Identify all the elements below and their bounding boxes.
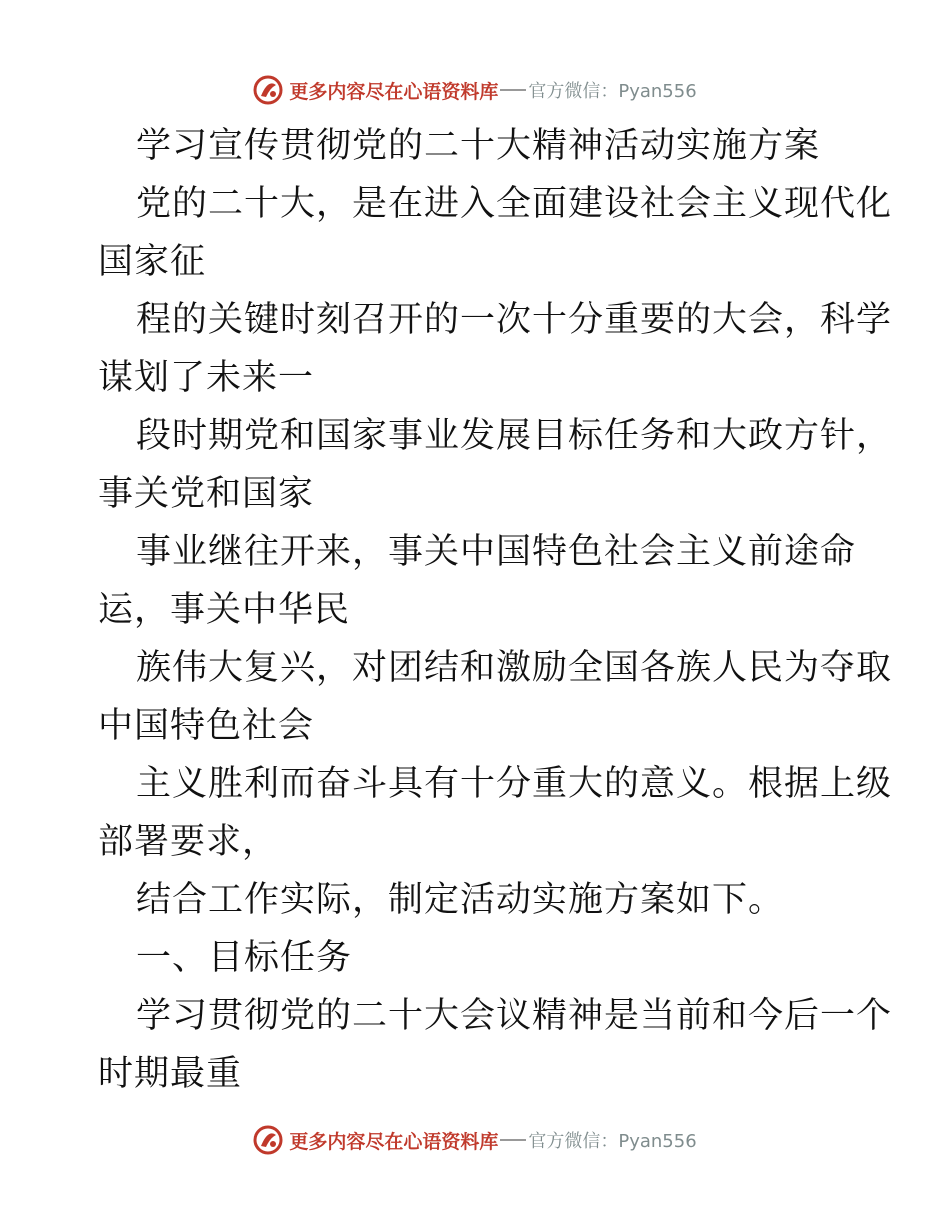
footer-dash — [500, 1139, 526, 1141]
doc-line: 中国特色社会 — [98, 706, 315, 746]
footer-banner — [0, 1120, 950, 1160]
doc-line: 运，事关中华民 — [98, 590, 351, 630]
header-brand: 更多内容尽在心语资料库 — [289, 80, 499, 103]
doc-line: 段时期党和国家事业发展目标任务和大政方针， — [136, 416, 893, 456]
section-heading: 一、目标任务 — [136, 938, 353, 978]
doc-line: 族伟大复兴，对团结和激励全国各族人民为夺取 — [136, 648, 893, 688]
doc-line: 主义胜利而奋斗具有十分重大的意义。根据上级 — [136, 764, 893, 804]
logo-icon — [253, 1125, 283, 1155]
doc-line: 事关党和国家 — [98, 474, 315, 514]
header-banner — [0, 70, 950, 110]
doc-line: 国家征 — [98, 242, 207, 282]
doc-line: 学习贯彻党的二十大会议精神是当前和今后一个 — [136, 996, 893, 1036]
doc-line: 党的二十大，是在进入全面建设社会主义现代化 — [136, 184, 893, 224]
doc-line: 谋划了未来一 — [98, 358, 315, 398]
header-dash — [500, 89, 526, 91]
doc-line: 程的关键时刻召开的一次十分重要的大会，科学 — [136, 300, 893, 340]
header-wechat: 官方微信：Pyan556 — [528, 81, 697, 102]
doc-line: 时期最重 — [98, 1054, 243, 1094]
doc-line: 部署要求， — [98, 822, 279, 862]
footer-wechat: 官方微信：Pyan556 — [528, 1131, 697, 1152]
doc-line: 结合工作实际，制定活动实施方案如下。 — [136, 880, 785, 920]
logo-icon — [253, 75, 283, 105]
doc-line: 事业继往开来，事关中国特色社会主义前途命 — [136, 532, 857, 572]
doc-title: 学习宣传贯彻党的二十大精神活动实施方案 — [136, 126, 821, 166]
footer-brand: 更多内容尽在心语资料库 — [289, 1130, 499, 1153]
